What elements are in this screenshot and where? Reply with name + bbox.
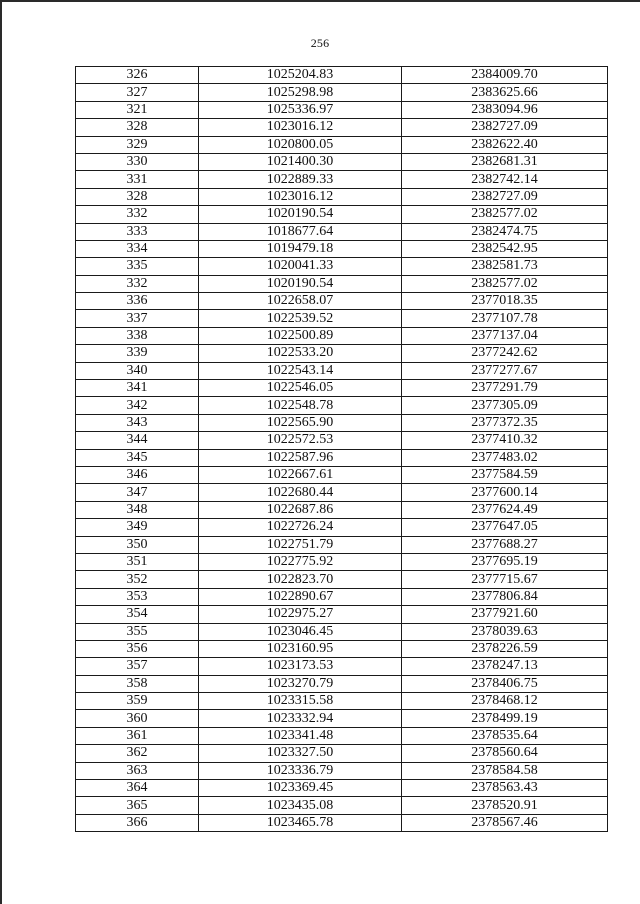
x-coordinate-cell: 1022975.27 [199,606,402,623]
x-coordinate-cell: 1019479.18 [199,240,402,257]
y-coordinate-cell: 2377372.35 [402,414,608,431]
x-coordinate-cell: 1023315.58 [199,693,402,710]
x-coordinate-cell: 1022890.67 [199,588,402,605]
y-coordinate-cell: 2378499.19 [402,710,608,727]
coordinates-table [75,66,608,832]
x-coordinate-cell: 1023336.79 [199,762,402,779]
x-coordinate-cell: 1023270.79 [199,675,402,692]
coordinates-table-body [76,67,608,832]
point-number-cell: 349 [76,519,199,536]
y-coordinate-cell: 2377715.67 [402,571,608,588]
point-number-cell: 334 [76,240,199,257]
x-coordinate-cell: 1025204.83 [199,67,402,84]
table-row [76,519,608,536]
table-row [76,275,608,292]
point-number-cell: 330 [76,153,199,170]
y-coordinate-cell: 2378563.43 [402,780,608,797]
x-coordinate-cell: 1022823.70 [199,571,402,588]
table-row [76,623,608,640]
x-coordinate-cell: 1022543.14 [199,362,402,379]
point-number-cell: 363 [76,762,199,779]
x-coordinate-cell: 1023327.50 [199,745,402,762]
x-coordinate-cell: 1023016.12 [199,119,402,136]
point-number-cell: 332 [76,206,199,223]
point-number-cell: 360 [76,710,199,727]
x-coordinate-cell: 1018677.64 [199,223,402,240]
table-row [76,640,608,657]
point-number-cell: 356 [76,640,199,657]
table-row [76,136,608,153]
point-number-cell: 326 [76,67,199,84]
y-coordinate-cell: 2378535.64 [402,727,608,744]
x-coordinate-cell: 1023173.53 [199,658,402,675]
y-coordinate-cell: 2377483.02 [402,449,608,466]
y-coordinate-cell: 2377305.09 [402,397,608,414]
x-coordinate-cell: 1023341.48 [199,727,402,744]
x-coordinate-cell: 1022500.89 [199,327,402,344]
point-number-cell: 333 [76,223,199,240]
y-coordinate-cell: 2377624.49 [402,501,608,518]
point-number-cell: 352 [76,571,199,588]
table-row [76,693,608,710]
table-row [76,466,608,483]
y-coordinate-cell: 2383625.66 [402,84,608,101]
point-number-cell: 364 [76,780,199,797]
y-coordinate-cell: 2377242.62 [402,345,608,362]
x-coordinate-cell: 1025336.97 [199,101,402,118]
point-number-cell: 351 [76,553,199,570]
y-coordinate-cell: 2378560.64 [402,745,608,762]
x-coordinate-cell: 1022680.44 [199,484,402,501]
y-coordinate-cell: 2382742.14 [402,171,608,188]
table-row [76,745,608,762]
x-coordinate-cell: 1020800.05 [199,136,402,153]
y-coordinate-cell: 2382474.75 [402,223,608,240]
y-coordinate-cell: 2384009.70 [402,67,608,84]
point-number-cell: 341 [76,380,199,397]
x-coordinate-cell: 1020041.33 [199,258,402,275]
x-coordinate-cell: 1022548.78 [199,397,402,414]
y-coordinate-cell: 2382577.02 [402,206,608,223]
x-coordinate-cell: 1022667.61 [199,466,402,483]
y-coordinate-cell: 2378468.12 [402,693,608,710]
x-coordinate-cell: 1022687.86 [199,501,402,518]
point-number-cell: 357 [76,658,199,675]
table-row [76,188,608,205]
table-row [76,380,608,397]
point-number-cell: 365 [76,797,199,814]
y-coordinate-cell: 2377806.84 [402,588,608,605]
point-number-cell: 346 [76,466,199,483]
point-number-cell: 342 [76,397,199,414]
page-edge-left [0,0,2,904]
table-row [76,327,608,344]
table-row [76,536,608,553]
table-row [76,293,608,310]
point-number-cell: 348 [76,501,199,518]
table-row [76,553,608,570]
x-coordinate-cell: 1023046.45 [199,623,402,640]
y-coordinate-cell: 2377107.78 [402,310,608,327]
x-coordinate-cell: 1023369.45 [199,780,402,797]
x-coordinate-cell: 1023332.94 [199,710,402,727]
y-coordinate-cell: 2378520.91 [402,797,608,814]
table-row [76,658,608,675]
x-coordinate-cell: 1022565.90 [199,414,402,431]
x-coordinate-cell: 1023465.78 [199,814,402,831]
y-coordinate-cell: 2378584.58 [402,762,608,779]
y-coordinate-cell: 2377277.67 [402,362,608,379]
y-coordinate-cell: 2377410.32 [402,432,608,449]
point-number-cell: 366 [76,814,199,831]
y-coordinate-cell: 2382727.09 [402,119,608,136]
y-coordinate-cell: 2382581.73 [402,258,608,275]
point-number-cell: 347 [76,484,199,501]
point-number-cell: 353 [76,588,199,605]
table-row [76,67,608,84]
table-row [76,223,608,240]
y-coordinate-cell: 2377291.79 [402,380,608,397]
y-coordinate-cell: 2377695.19 [402,553,608,570]
point-number-cell: 335 [76,258,199,275]
table-row [76,171,608,188]
point-number-cell: 355 [76,623,199,640]
y-coordinate-cell: 2377018.35 [402,293,608,310]
table-row [76,571,608,588]
x-coordinate-cell: 1020190.54 [199,275,402,292]
y-coordinate-cell: 2382681.31 [402,153,608,170]
y-coordinate-cell: 2378039.63 [402,623,608,640]
table-row [76,397,608,414]
x-coordinate-cell: 1025298.98 [199,84,402,101]
point-number-cell: 338 [76,327,199,344]
y-coordinate-cell: 2383094.96 [402,101,608,118]
table-row [76,814,608,831]
table-row [76,414,608,431]
x-coordinate-cell: 1023016.12 [199,188,402,205]
table-row [76,345,608,362]
x-coordinate-cell: 1021400.30 [199,153,402,170]
table-row [76,101,608,118]
point-number-cell: 327 [76,84,199,101]
table-row [76,84,608,101]
table-row [76,727,608,744]
point-number-cell: 340 [76,362,199,379]
table-row [76,206,608,223]
table-row [76,797,608,814]
table-row [76,432,608,449]
table-row [76,710,608,727]
table-row [76,240,608,257]
point-number-cell: 345 [76,449,199,466]
x-coordinate-cell: 1022775.92 [199,553,402,570]
point-number-cell: 358 [76,675,199,692]
point-number-cell: 328 [76,119,199,136]
point-number-cell: 321 [76,101,199,118]
point-number-cell: 344 [76,432,199,449]
x-coordinate-cell: 1022533.20 [199,345,402,362]
page-edge-top [0,0,640,2]
table-row [76,258,608,275]
x-coordinate-cell: 1022658.07 [199,293,402,310]
table-row [76,501,608,518]
point-number-cell: 328 [76,188,199,205]
point-number-cell: 331 [76,171,199,188]
table-row [76,762,608,779]
point-number-cell: 354 [76,606,199,623]
y-coordinate-cell: 2378406.75 [402,675,608,692]
y-coordinate-cell: 2378567.46 [402,814,608,831]
x-coordinate-cell: 1022546.05 [199,380,402,397]
point-number-cell: 343 [76,414,199,431]
y-coordinate-cell: 2377647.05 [402,519,608,536]
x-coordinate-cell: 1022726.24 [199,519,402,536]
table-row [76,449,608,466]
point-number-cell: 329 [76,136,199,153]
x-coordinate-cell: 1022889.33 [199,171,402,188]
y-coordinate-cell: 2377600.14 [402,484,608,501]
table-row [76,484,608,501]
y-coordinate-cell: 2382727.09 [402,188,608,205]
x-coordinate-cell: 1023160.95 [199,640,402,657]
point-number-cell: 361 [76,727,199,744]
point-number-cell: 350 [76,536,199,553]
table-row [76,675,608,692]
point-number-cell: 332 [76,275,199,292]
y-coordinate-cell: 2377921.60 [402,606,608,623]
y-coordinate-cell: 2382622.40 [402,136,608,153]
table-row [76,588,608,605]
table-row [76,362,608,379]
x-coordinate-cell: 1023435.08 [199,797,402,814]
point-number-cell: 337 [76,310,199,327]
y-coordinate-cell: 2382577.02 [402,275,608,292]
point-number-cell: 339 [76,345,199,362]
table-row [76,119,608,136]
x-coordinate-cell: 1022572.53 [199,432,402,449]
y-coordinate-cell: 2377137.04 [402,327,608,344]
x-coordinate-cell: 1022539.52 [199,310,402,327]
point-number-cell: 362 [76,745,199,762]
x-coordinate-cell: 1022751.79 [199,536,402,553]
y-coordinate-cell: 2382542.95 [402,240,608,257]
point-number-cell: 359 [76,693,199,710]
page-number: 256 [310,36,330,50]
y-coordinate-cell: 2378226.59 [402,640,608,657]
x-coordinate-cell: 1020190.54 [199,206,402,223]
table-row [76,606,608,623]
y-coordinate-cell: 2377584.59 [402,466,608,483]
y-coordinate-cell: 2377688.27 [402,536,608,553]
y-coordinate-cell: 2378247.13 [402,658,608,675]
table-row [76,153,608,170]
x-coordinate-cell: 1022587.96 [199,449,402,466]
point-number-cell: 336 [76,293,199,310]
table-row [76,310,608,327]
table-row [76,780,608,797]
